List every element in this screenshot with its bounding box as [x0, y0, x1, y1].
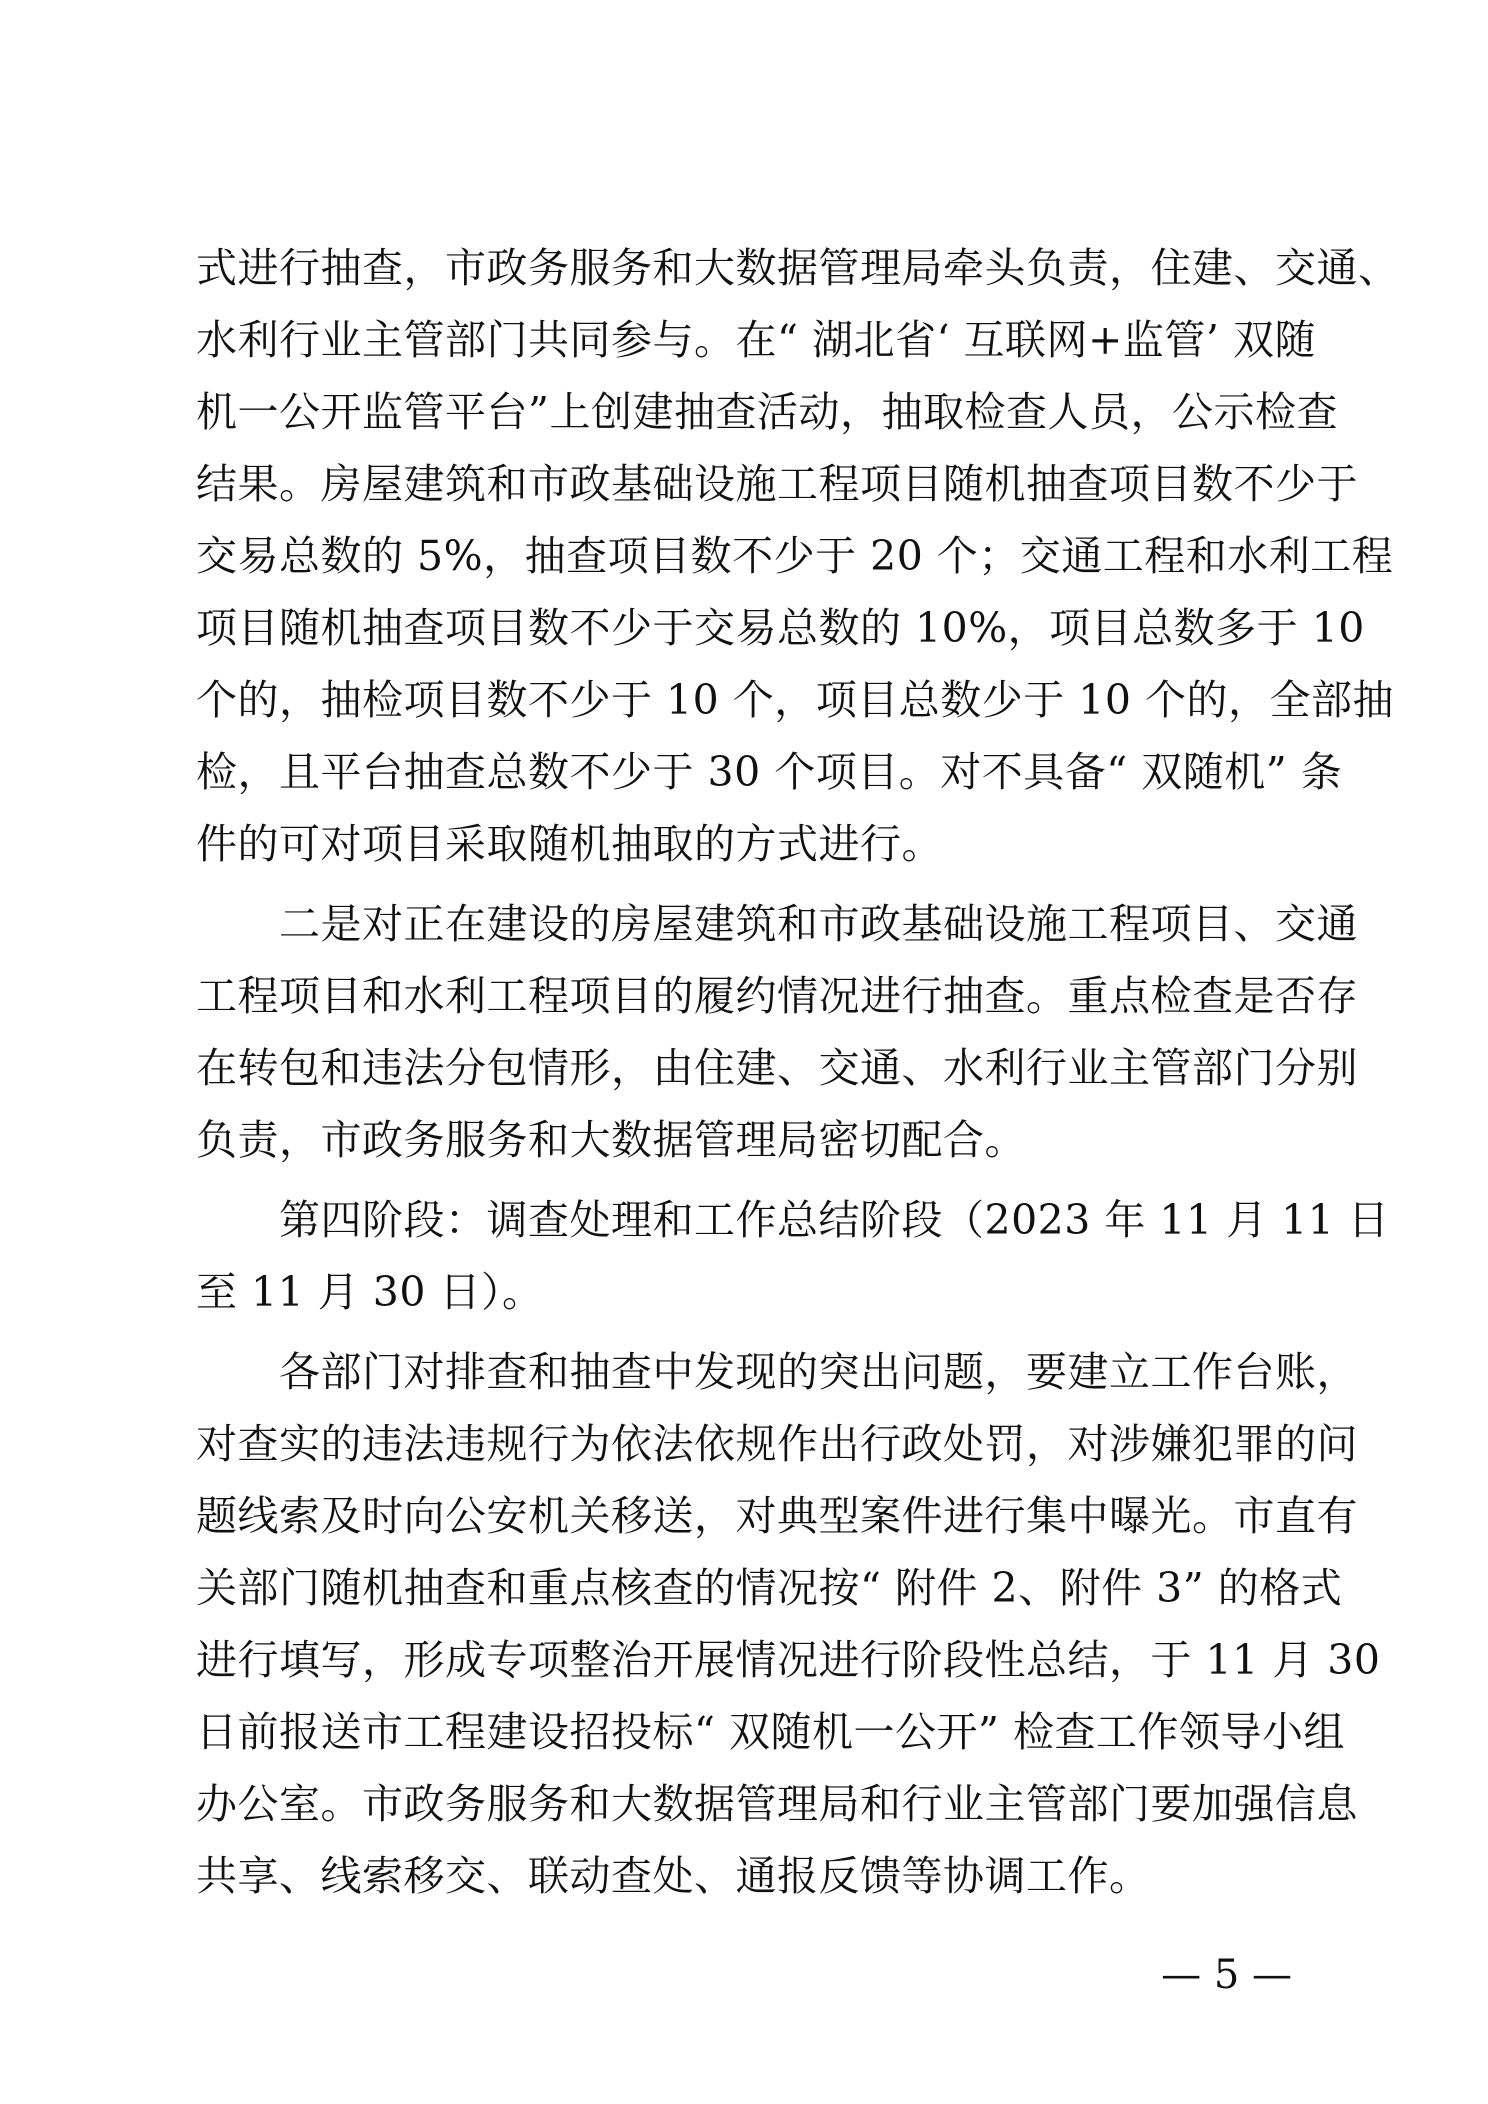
text-line: 工程项目和水利工程项目的履约情况进行抽查。重点检查是否存 — [196, 972, 1358, 1020]
paragraph-sampling-method — [196, 232, 1400, 880]
paragraph-gap — [196, 1176, 1316, 1184]
text-line: 题线索及时向公安机关移送，对典型案件进行集中曝光。市直有 — [196, 1492, 1358, 1540]
document-body — [196, 232, 1400, 1912]
text-line: 共享、线索移交、联动查处、通报反馈等协调工作。 — [196, 1852, 1151, 1900]
text-line: 在转包和违法分包情形，由住建、交通、水利行业主管部门分别 — [196, 1044, 1358, 1092]
text-line: 第四阶段：调查处理和工作总结阶段（2023 年 11 月 11 日 — [196, 1196, 1390, 1244]
text-line: 进行填写，形成专项整治开展情况进行阶段性总结，于 11 月 30 — [196, 1636, 1381, 1684]
text-line: 各部门对排查和抽查中发现的突出问题，要建立工作台账， — [196, 1348, 1358, 1396]
text-line: 件的可对项目采取随机抽取的方式进行。 — [196, 820, 943, 868]
page-number: — 5 — — [1161, 1952, 1292, 1998]
paragraph-investigation-summary — [196, 1336, 1381, 1912]
paragraph-performance-check — [196, 888, 1358, 1176]
paragraph-gap — [196, 880, 1316, 888]
text-line: 办公室。市政务服务和大数据管理局和行业主管部门要加强信息 — [196, 1780, 1358, 1828]
text-line: 对查实的违法违规行为依法依规作出行政处罚，对涉嫌犯罪的问 — [196, 1420, 1358, 1468]
text-line: 个的，抽检项目数不少于 10 个，项目总数少于 10 个的，全部抽 — [196, 676, 1394, 724]
text-line: 式进行抽查，市政务服务和大数据管理局牵头负责，住建、交通、 — [196, 244, 1400, 292]
text-line: 项目随机抽查项目数不少于交易总数的 10%，项目总数多于 10 — [196, 604, 1365, 652]
text-line: 交易总数的 5%，抽查项目数不少于 20 个；交通工程和水利工程 — [196, 532, 1394, 580]
text-line: 机一公开监管平台”上创建抽查活动，抽取检查人员，公示检查 — [196, 388, 1338, 436]
text-line: 至 11 月 30 日）。 — [196, 1268, 544, 1316]
paragraph-gap — [196, 1328, 1316, 1336]
text-line: 结果。房屋建筑和市政基础设施工程项目随机抽查项目数不少于 — [196, 460, 1358, 508]
text-line: 负责，市政务服务和大数据管理局密切配合。 — [196, 1116, 1026, 1164]
text-line: 关部门随机抽查和重点核查的情况按“ 附件 2、附件 3” 的格式 — [196, 1564, 1343, 1612]
text-line: 检，且平台抽查总数不少于 30 个项目。对不具备“ 双随机” 条 — [196, 748, 1343, 796]
text-line: 二是对正在建设的房屋建筑和市政基础设施工程项目、交通 — [196, 900, 1358, 948]
text-line: 水利行业主管部门共同参与。在“ 湖北省‘ 互联网+监管’ 双随 — [196, 316, 1316, 364]
paragraph-stage-four-heading — [196, 1184, 1390, 1328]
text-line: 日前报送市工程建设招投标“ 双随机一公开” 检查工作领导小组 — [196, 1708, 1345, 1756]
